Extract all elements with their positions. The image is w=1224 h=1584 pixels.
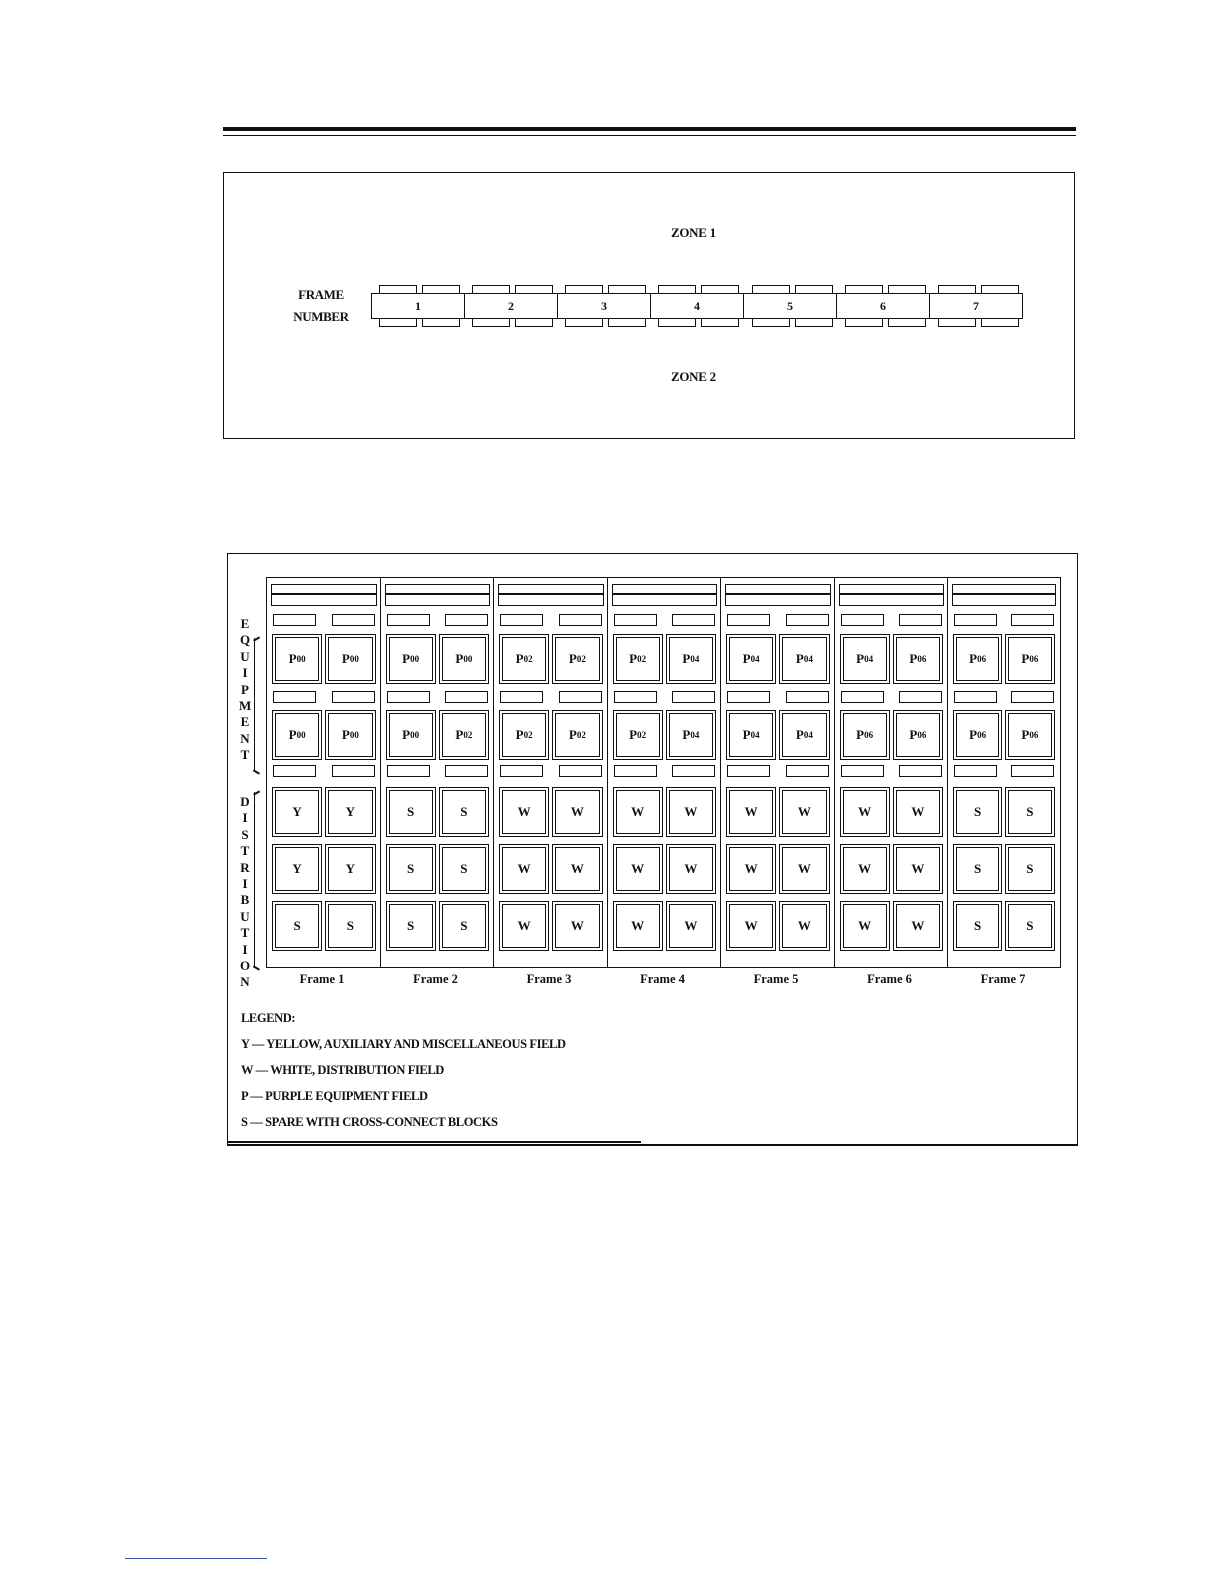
block-stub (422, 285, 460, 294)
designation-strip-row (727, 691, 829, 703)
frame-header-bar (612, 584, 718, 606)
block-stub (565, 318, 603, 327)
block-stub (701, 285, 739, 294)
frame-header-bar (725, 584, 831, 606)
block-stub (379, 285, 417, 294)
frame-number-cell: 5 (744, 294, 837, 318)
block-stub (658, 318, 696, 327)
designation-strip (841, 765, 884, 777)
frame-number-cell: 6 (837, 294, 930, 318)
distribution-block: S (386, 787, 436, 837)
designation-strip (672, 691, 715, 703)
frame-header-bar (385, 584, 491, 606)
distribution-block: W (552, 844, 602, 894)
designation-strip (727, 765, 770, 777)
vertical-letter: T (240, 747, 250, 763)
distribution-block: W (893, 901, 943, 951)
frame-column (720, 577, 835, 968)
frame-header-bar (952, 584, 1056, 606)
vertical-letter: N (240, 974, 250, 990)
equipment-block-row (726, 634, 830, 684)
vertical-letter: T (240, 925, 250, 941)
designation-strip (614, 614, 657, 626)
frame-number-cell: 2 (465, 294, 558, 318)
distribution-block: W (726, 844, 776, 894)
block-stub (701, 318, 739, 327)
equipment-block-row (613, 634, 717, 684)
distribution-block: S (439, 901, 489, 951)
block-stub (752, 318, 790, 327)
vertical-letter: E (240, 616, 250, 631)
block-stub (888, 318, 926, 327)
frame-number-cell: 3 (558, 294, 651, 318)
designation-strip-row (614, 765, 716, 777)
distribution-block: W (840, 787, 890, 837)
distribution-block: Y (325, 844, 375, 894)
legend-item-s: S — SPARE WITH CROSS-CONNECT BLOCKS (241, 1115, 498, 1129)
figure-bottom-rule (227, 1144, 1078, 1146)
distribution-block-row (499, 901, 603, 951)
legend-title: LEGEND: (241, 1011, 296, 1025)
distribution-block-row (613, 901, 717, 951)
distribution-block: W (779, 844, 829, 894)
block-stub (938, 318, 976, 327)
distribution-block: W (893, 844, 943, 894)
header-rule-thin (223, 135, 1076, 136)
designation-strip (899, 765, 942, 777)
frame-header-bar (271, 584, 377, 606)
designation-strip (500, 614, 543, 626)
designation-strip (841, 614, 884, 626)
designation-strip (899, 691, 942, 703)
equipment-block: P 00 (325, 710, 375, 760)
frame-number-label (281, 284, 361, 328)
frame-strip (371, 293, 1023, 319)
distribution-block: W (666, 844, 716, 894)
equipment-block: P 00 (272, 710, 322, 760)
equipment-block: P 04 (779, 634, 829, 684)
distribution-block: S (325, 901, 375, 951)
designation-strip-row (954, 691, 1054, 703)
distribution-block: W (666, 787, 716, 837)
equipment-block: P 06 (893, 634, 943, 684)
designation-strip (273, 765, 316, 777)
equipment-vertical-label (239, 616, 251, 764)
frame-label-line2: NUMBER (293, 309, 349, 324)
distribution-block: S (272, 901, 322, 951)
distribution-block: W (613, 844, 663, 894)
distribution-vertical-label (239, 794, 251, 991)
vertical-letter: B (240, 892, 250, 908)
distribution-block: W (499, 844, 549, 894)
equipment-block: P 00 (386, 710, 436, 760)
equipment-block: P 06 (953, 634, 1002, 684)
equipment-block: P 04 (840, 634, 890, 684)
designation-strip-row (727, 614, 829, 626)
vertical-letter: Q (239, 632, 251, 648)
frame-caption: Frame 6 (867, 972, 912, 986)
designation-strip (614, 691, 657, 703)
designation-strip-row (841, 691, 943, 703)
vertical-letter: I (242, 810, 248, 826)
equipment-bracket (254, 638, 261, 772)
designation-strip-row (614, 691, 716, 703)
equipment-block: P 00 (272, 634, 322, 684)
legend-underline (228, 1141, 641, 1143)
footer-link-underline (125, 1558, 267, 1559)
distribution-block: S (439, 787, 489, 837)
equipment-block: P 02 (613, 710, 663, 760)
distribution-block: Y (325, 787, 375, 837)
distribution-block: W (666, 901, 716, 951)
equipment-block-row (840, 710, 944, 760)
frame-number-cell: 4 (651, 294, 744, 318)
frame-caption: Frame 7 (980, 972, 1026, 986)
block-stub (565, 285, 603, 294)
equipment-block-row (953, 710, 1055, 760)
vertical-letter: P (241, 681, 249, 697)
distribution-block-row (726, 787, 830, 837)
equipment-block: P 04 (666, 710, 716, 760)
distribution-block: S (1005, 787, 1054, 837)
distribution-block: S (386, 844, 436, 894)
frame-column (380, 577, 495, 968)
designation-strip (445, 765, 488, 777)
equipment-block: P 04 (726, 634, 776, 684)
equipment-block: P 02 (613, 634, 663, 684)
designation-strip (445, 614, 488, 626)
vertical-letter: I (242, 941, 248, 957)
distribution-bracket (254, 792, 261, 968)
frame-number-cell: 1 (372, 294, 465, 318)
designation-strip-row (614, 614, 716, 626)
designation-strip (387, 614, 430, 626)
equipment-block-row (840, 634, 944, 684)
equipment-block: P 06 (1005, 710, 1054, 760)
distribution-block-row (272, 901, 376, 951)
distribution-block: S (1005, 901, 1054, 951)
distribution-block-row (840, 787, 944, 837)
designation-strip-row (500, 765, 602, 777)
block-stub (379, 318, 417, 327)
equipment-block-row (499, 710, 603, 760)
distribution-block-row (953, 844, 1055, 894)
block-stub (981, 318, 1019, 327)
distribution-block-row (613, 787, 717, 837)
distribution-block: W (893, 787, 943, 837)
distribution-block: Y (272, 787, 322, 837)
frame-column (947, 577, 1061, 968)
zone-1-label: ZONE 1 (671, 225, 716, 240)
designation-strip-row (273, 765, 375, 777)
distribution-block-row (386, 901, 490, 951)
vertical-letter: O (239, 958, 251, 974)
equipment-block: P 00 (386, 634, 436, 684)
distribution-block: W (499, 901, 549, 951)
distribution-block: S (953, 844, 1002, 894)
distribution-block-row (840, 901, 944, 951)
frame-caption: Frame 4 (640, 972, 685, 986)
distribution-block: W (552, 901, 602, 951)
designation-strip (332, 765, 375, 777)
distribution-block-row (272, 844, 376, 894)
equipment-block: P 04 (666, 634, 716, 684)
distribution-block-row (953, 901, 1055, 951)
distribution-block: W (613, 787, 663, 837)
equipment-block: P 02 (552, 710, 602, 760)
designation-strip (387, 691, 430, 703)
equipment-block: P 04 (726, 710, 776, 760)
designation-strip-row (273, 614, 375, 626)
block-stub (845, 318, 883, 327)
distribution-block: W (499, 787, 549, 837)
frame-caption: Frame 1 (299, 972, 345, 986)
designation-strip (559, 691, 602, 703)
designation-strip (1011, 691, 1054, 703)
vertical-letter: E (240, 714, 250, 730)
equipment-block-row (386, 710, 490, 760)
designation-strip (273, 614, 316, 626)
vertical-letter: N (240, 730, 250, 746)
distribution-block: W (726, 901, 776, 951)
frame-number-cell: 7 (973, 298, 979, 313)
distribution-block-row (726, 844, 830, 894)
distribution-block: W (552, 787, 602, 837)
distribution-block: W (840, 901, 890, 951)
designation-strip-row (954, 614, 1054, 626)
designation-strip (954, 614, 997, 626)
distribution-block: W (613, 901, 663, 951)
block-stub (795, 285, 833, 294)
designation-strip (500, 765, 543, 777)
block-stub (515, 285, 553, 294)
equipment-block: P 02 (439, 710, 489, 760)
equipment-block: P 06 (893, 710, 943, 760)
designation-strip (445, 691, 488, 703)
frame-header-bar (839, 584, 945, 606)
vertical-letter: U (240, 648, 250, 664)
block-stub (795, 318, 833, 327)
distribution-block: Y (272, 844, 322, 894)
block-stub (938, 285, 976, 294)
designation-strip (1011, 614, 1054, 626)
distribution-block: W (779, 787, 829, 837)
equipment-block-row (272, 710, 376, 760)
distribution-block-row (953, 787, 1055, 837)
designation-strip (672, 614, 715, 626)
distribution-block-row (386, 787, 490, 837)
equipment-block: P 02 (499, 710, 549, 760)
designation-strip (899, 614, 942, 626)
block-stub (608, 318, 646, 327)
distribution-block-row (499, 787, 603, 837)
designation-strip (387, 765, 430, 777)
designation-strip (559, 614, 602, 626)
block-stub (515, 318, 553, 327)
vertical-letter: D (240, 794, 250, 809)
frame-column (266, 577, 381, 968)
equipment-block-row (499, 634, 603, 684)
designation-strip (273, 691, 316, 703)
vertical-letter: I (242, 876, 248, 892)
designation-strip (500, 691, 543, 703)
equipment-block: P 02 (552, 634, 602, 684)
block-stub (608, 285, 646, 294)
distribution-block: S (953, 901, 1002, 951)
designation-strip (954, 691, 997, 703)
designation-strip (727, 691, 770, 703)
block-stub (752, 285, 790, 294)
designation-strip (1011, 765, 1054, 777)
vertical-letter: S (241, 826, 249, 842)
vertical-letter: I (242, 665, 248, 681)
legend-item-y: Y — YELLOW, AUXILIARY AND MISCELLANEOUS FIELD (241, 1037, 566, 1051)
equipment-block: P 06 (1005, 634, 1054, 684)
frame-caption: Frame 2 (413, 972, 458, 986)
legend-item-w: W — WHITE, DISTRIBUTION FIELD (241, 1063, 444, 1077)
equipment-block: P 00 (439, 634, 489, 684)
equipment-block: P 04 (779, 710, 829, 760)
equipment-block-row (613, 710, 717, 760)
distribution-block-row (386, 844, 490, 894)
legend-item-p: P — PURPLE EQUIPMENT FIELD (241, 1089, 428, 1103)
frame-caption: Frame 5 (753, 972, 799, 986)
header-rule-thick (223, 127, 1076, 131)
block-stub (658, 285, 696, 294)
frame-header-bar (498, 584, 604, 606)
distribution-block-row (272, 787, 376, 837)
designation-strip (332, 614, 375, 626)
designation-strip-row (500, 691, 602, 703)
block-stub (888, 285, 926, 294)
distribution-block-row (613, 844, 717, 894)
distribution-block: S (953, 787, 1002, 837)
block-stub (845, 285, 883, 294)
zone-2-label: ZONE 2 (671, 369, 716, 384)
vertical-letter: M (239, 698, 252, 714)
block-stub (981, 285, 1019, 294)
equipment-block: P 06 (953, 710, 1002, 760)
distribution-block: S (1005, 844, 1054, 894)
distribution-block: S (439, 844, 489, 894)
vertical-letter: R (240, 859, 250, 875)
equipment-block-row (953, 634, 1055, 684)
designation-strip-row (500, 614, 602, 626)
frame-layout-figure (223, 172, 1075, 439)
designation-strip-row (841, 614, 943, 626)
frame-elevation-figure (227, 553, 1078, 1146)
designation-strip (841, 691, 884, 703)
equipment-block-row (272, 634, 376, 684)
frame-column (493, 577, 608, 968)
distribution-block: S (386, 901, 436, 951)
designation-strip-row (387, 765, 489, 777)
distribution-block: W (779, 901, 829, 951)
distribution-block: W (726, 787, 776, 837)
designation-strip (786, 614, 829, 626)
designation-strip (672, 765, 715, 777)
frame-column (834, 577, 949, 968)
designation-strip-row (387, 614, 489, 626)
designation-strip-row (841, 765, 943, 777)
distribution-block-row (726, 901, 830, 951)
frame-caption: Frame 3 (526, 972, 572, 986)
designation-strip (614, 765, 657, 777)
designation-strip-row (727, 765, 829, 777)
distribution-block-row (499, 844, 603, 894)
equipment-block-row (726, 710, 830, 760)
distribution-block-row (840, 844, 944, 894)
designation-strip-row (273, 691, 375, 703)
block-stub (422, 318, 460, 327)
designation-strip (559, 765, 602, 777)
block-stub (472, 285, 510, 294)
equipment-block: P 02 (499, 634, 549, 684)
designation-strip (332, 691, 375, 703)
designation-strip-row (387, 691, 489, 703)
frame-label-line1: FRAME (298, 287, 344, 302)
frame-column (607, 577, 722, 968)
equipment-block: P 06 (840, 710, 890, 760)
distribution-block: W (840, 844, 890, 894)
vertical-letter: U (240, 908, 250, 924)
vertical-letter: T (240, 843, 250, 859)
equipment-block-row (386, 634, 490, 684)
designation-strip (786, 691, 829, 703)
designation-strip-row (954, 765, 1054, 777)
designation-strip (786, 765, 829, 777)
designation-strip (954, 765, 997, 777)
designation-strip (727, 614, 770, 626)
equipment-block: P 00 (325, 634, 375, 684)
block-stub (472, 318, 510, 327)
